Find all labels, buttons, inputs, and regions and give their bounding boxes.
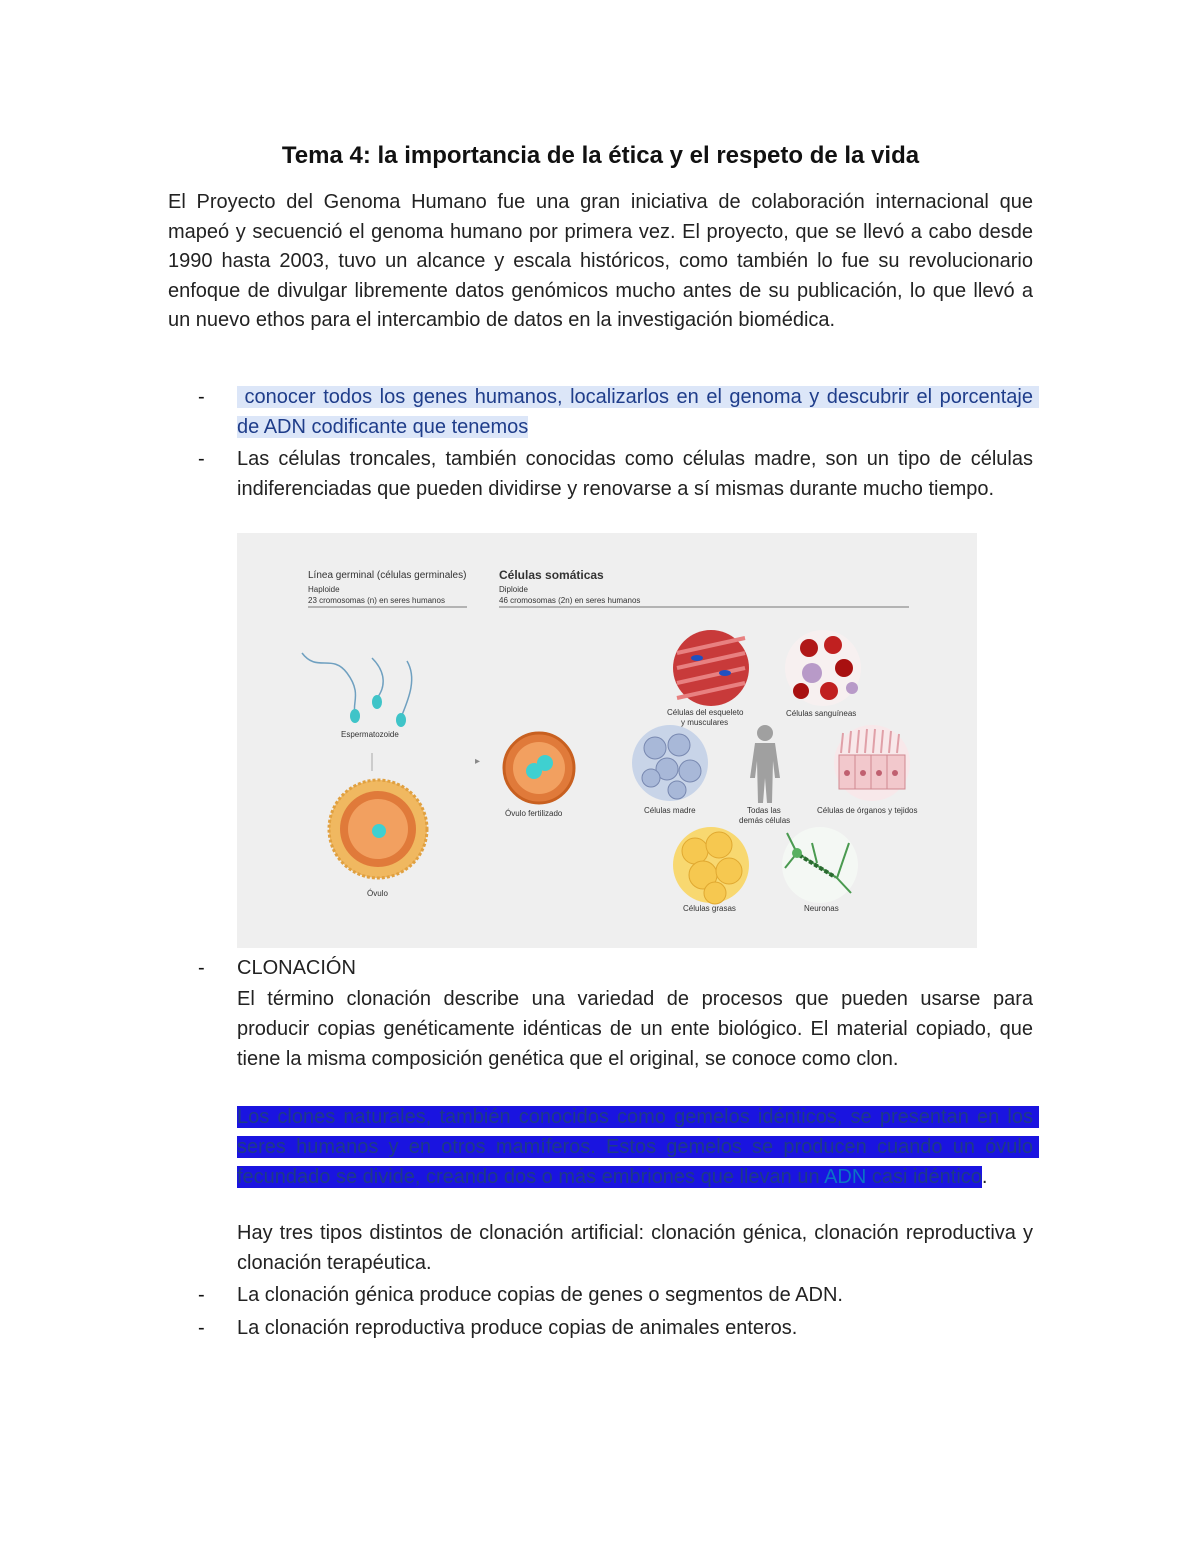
fertilized-egg-icon bbox=[504, 733, 574, 803]
cell-diagram bbox=[237, 533, 977, 948]
highlighted-text: conocer todos los genes humanos, localizarlos en el genoma y descubrir el porcentaje de ADN codificante que tenemos bbox=[237, 386, 1039, 438]
bullet-marker: - bbox=[198, 386, 205, 408]
bullet-reproductive-cloning: La clonación reproductiva produce copias de animales enteros. bbox=[237, 1317, 798, 1339]
muscle-label: Células del esqueleto bbox=[667, 708, 744, 717]
sperm-label: Espermatozoide bbox=[341, 730, 399, 739]
somatic-count: 46 cromosomas (2n) en seres humanos bbox=[499, 596, 641, 605]
natural-clones-paragraph bbox=[237, 1102, 1039, 1192]
cloning-types-paragraph: Hay tres tipos distintos de clonación artificial: clonación génica, clonación reproductiva y clonación terapéutica. bbox=[237, 1222, 1033, 1274]
neuron-label: Neuronas bbox=[804, 904, 839, 913]
page-title: Tema 4: la importancia de la ética y el respeto de la vida bbox=[281, 142, 920, 169]
muscle-cells-icon bbox=[673, 630, 749, 706]
svg-text:▸: ▸ bbox=[475, 756, 481, 767]
all-cells-label: Todas las bbox=[747, 806, 781, 815]
organ-label: Células de órganos y tejidos bbox=[817, 806, 918, 815]
cloning-heading: CLONACIÓN bbox=[237, 957, 356, 979]
ovum-label: Óvulo bbox=[367, 889, 388, 898]
somatic-ploidy: Diploide bbox=[499, 585, 528, 594]
blood-cells-icon bbox=[785, 630, 861, 706]
human-silhouette-icon bbox=[750, 725, 780, 803]
highlighted-text: Los clones naturales, también conocidos como gemelos idénticos, se presentan en los seres humanos y en otros mamíferos. Estos gemelos se producen cuando un óvulo fecundado se divide, creando dos o más embriones que llevan un bbox=[237, 1106, 1039, 1188]
sperm-icon bbox=[302, 653, 412, 727]
bullet-marker: - bbox=[198, 1317, 205, 1339]
intro-paragraph: El Proyecto del Genoma Humano fue una gran iniciativa de colaboración internacional que mapeó y secuenció el genoma humano por primera vez. El proyecto, que se llevó a cabo desde 1990 hasta 2003, tuvo un alcance y escala históricos, como también lo fue su revolucionario enfoque de divulgar libremente datos genómicos mucho antes de su publicación, lo que llevó a un nuevo ethos para el intercambio de datos en la investigación biomédica. bbox=[168, 191, 1033, 331]
fat-cells-icon bbox=[673, 827, 749, 904]
germline-count: 23 cromosomas (n) en seres humanos bbox=[308, 596, 445, 605]
bullet-gene-cloning: La clonación génica produce copias de genes o segmentos de ADN. bbox=[237, 1284, 843, 1306]
ovum-icon bbox=[329, 780, 427, 878]
period: . bbox=[981, 1166, 988, 1188]
cell-types-figure bbox=[237, 533, 977, 948]
cloning-definition: El término clonación describe una variedad de procesos que pueden usarse para producir copias genéticamente idénticas de un ente biológico. El material copiado, que tiene la misma composición genética que el original, se conoce como clon. bbox=[237, 988, 1033, 1070]
stem-label: Células madre bbox=[644, 806, 696, 815]
all-cells-label: demás células bbox=[739, 816, 791, 825]
bullet-marker: - bbox=[198, 957, 205, 979]
bullet-marker: - bbox=[198, 1284, 205, 1306]
adn-link[interactable]: ADN bbox=[824, 1166, 867, 1188]
bullet-stem-cells: Las células troncales, también conocidas como células madre, son un tipo de células indiferenciadas que pueden dividirse y renovarse a sí mismas durante mucho tiempo. bbox=[237, 448, 1033, 500]
blood-label: Células sanguíneas bbox=[786, 709, 857, 718]
bullet-genome-goal bbox=[237, 382, 1039, 442]
germline-ploidy: Haploide bbox=[308, 585, 340, 594]
organ-cells-icon bbox=[834, 725, 910, 801]
bullet-marker: - bbox=[198, 448, 205, 470]
germline-header: Línea germinal (células germinales) bbox=[308, 570, 467, 581]
fertilized-label: Óvulo fertilizado bbox=[505, 809, 563, 818]
neuron-icon bbox=[782, 827, 858, 903]
somatic-header: Células somáticas bbox=[499, 568, 604, 582]
muscle-label: y musculares bbox=[681, 718, 729, 727]
highlighted-text: casi idéntico bbox=[866, 1166, 982, 1188]
fat-label: Células grasas bbox=[683, 904, 736, 913]
stem-cells-icon bbox=[632, 725, 708, 801]
